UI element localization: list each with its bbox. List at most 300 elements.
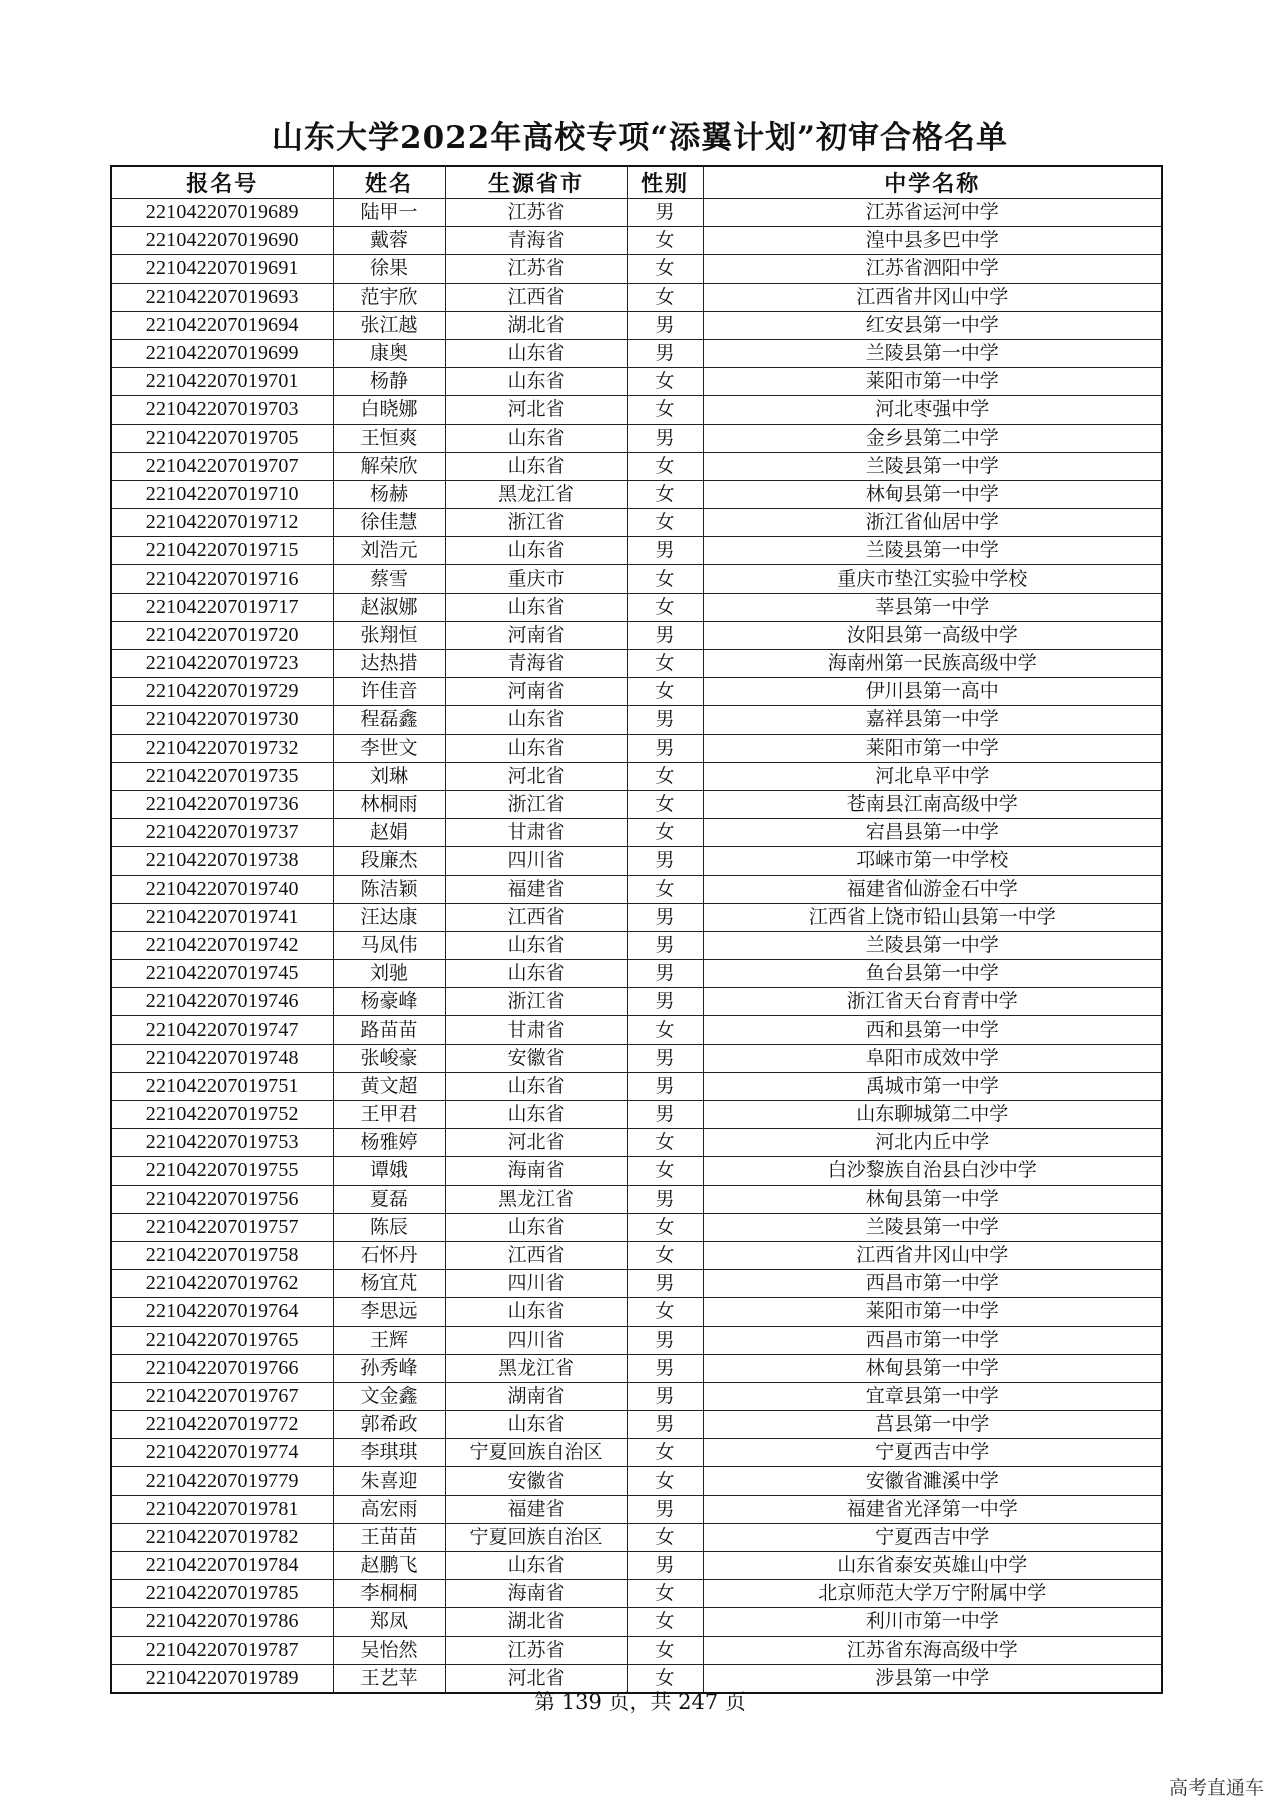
school-cell: 利川市第一中学 — [703, 1608, 1162, 1636]
name-cell: 高宏雨 — [333, 1495, 445, 1523]
gender-cell: 女 — [627, 452, 703, 480]
gender-cell: 男 — [627, 1044, 703, 1072]
table-row — [111, 847, 1162, 875]
column-header-province: 生源省市 — [445, 166, 627, 199]
gender-cell: 女 — [627, 283, 703, 311]
registration-no-cell: 221042207019699 — [111, 339, 333, 367]
registration-no-cell: 221042207019772 — [111, 1411, 333, 1439]
registration-no-cell: 221042207019732 — [111, 734, 333, 762]
school-cell: 鱼台县第一中学 — [703, 960, 1162, 988]
school-cell: 湟中县多巴中学 — [703, 227, 1162, 255]
name-cell: 林桐雨 — [333, 790, 445, 818]
school-cell: 西昌市第一中学 — [703, 1270, 1162, 1298]
registration-no-cell: 221042207019730 — [111, 706, 333, 734]
registration-no-cell: 221042207019745 — [111, 960, 333, 988]
gender-cell: 男 — [627, 847, 703, 875]
province-cell: 黑龙江省 — [445, 480, 627, 508]
table-row — [111, 621, 1162, 649]
gender-cell: 女 — [627, 1467, 703, 1495]
province-cell: 山东省 — [445, 1552, 627, 1580]
name-cell: 杨赫 — [333, 480, 445, 508]
gender-cell: 女 — [627, 1157, 703, 1185]
table-row — [111, 875, 1162, 903]
gender-cell: 男 — [627, 1552, 703, 1580]
gender-cell: 女 — [627, 790, 703, 818]
name-cell: 徐果 — [333, 255, 445, 283]
province-cell: 山东省 — [445, 931, 627, 959]
registration-no-cell: 221042207019742 — [111, 931, 333, 959]
name-cell: 张江越 — [333, 311, 445, 339]
province-cell: 山东省 — [445, 960, 627, 988]
table-row — [111, 790, 1162, 818]
gender-cell: 女 — [627, 509, 703, 537]
registration-no-cell: 221042207019758 — [111, 1241, 333, 1269]
name-cell: 程磊鑫 — [333, 706, 445, 734]
registration-no-cell: 221042207019715 — [111, 537, 333, 565]
column-header-registration-no: 报名号 — [111, 166, 333, 199]
registration-no-cell: 221042207019703 — [111, 396, 333, 424]
table-row — [111, 199, 1162, 227]
school-cell: 江苏省泗阳中学 — [703, 255, 1162, 283]
table-row — [111, 396, 1162, 424]
gender-cell: 女 — [627, 1213, 703, 1241]
name-cell: 白晓娜 — [333, 396, 445, 424]
province-cell: 福建省 — [445, 875, 627, 903]
name-cell: 石怀丹 — [333, 1241, 445, 1269]
registration-no-cell: 221042207019741 — [111, 903, 333, 931]
school-cell: 涉县第一中学 — [703, 1664, 1162, 1693]
province-cell: 山东省 — [445, 593, 627, 621]
gender-cell: 女 — [627, 255, 703, 283]
table-row — [111, 565, 1162, 593]
province-cell: 甘肃省 — [445, 819, 627, 847]
registration-no-cell: 221042207019746 — [111, 988, 333, 1016]
school-cell: 福建省光泽第一中学 — [703, 1495, 1162, 1523]
registration-no-cell: 221042207019753 — [111, 1129, 333, 1157]
province-cell: 江西省 — [445, 1241, 627, 1269]
province-cell: 四川省 — [445, 1326, 627, 1354]
province-cell: 青海省 — [445, 650, 627, 678]
name-cell: 解荣欣 — [333, 452, 445, 480]
table-row — [111, 903, 1162, 931]
province-cell: 河南省 — [445, 621, 627, 649]
school-cell: 兰陵县第一中学 — [703, 339, 1162, 367]
name-cell: 路苗苗 — [333, 1016, 445, 1044]
table-row — [111, 960, 1162, 988]
province-cell: 湖北省 — [445, 1608, 627, 1636]
school-cell: 阜阳市成效中学 — [703, 1044, 1162, 1072]
table-row — [111, 368, 1162, 396]
table-row — [111, 1608, 1162, 1636]
school-cell: 浙江省仙居中学 — [703, 509, 1162, 537]
name-cell: 许佳音 — [333, 678, 445, 706]
name-cell: 陆甲一 — [333, 199, 445, 227]
gender-cell: 男 — [627, 931, 703, 959]
province-cell: 山东省 — [445, 706, 627, 734]
province-cell: 江苏省 — [445, 1636, 627, 1664]
column-header-name: 姓名 — [333, 166, 445, 199]
name-cell: 刘琳 — [333, 762, 445, 790]
province-cell: 浙江省 — [445, 790, 627, 818]
gender-cell: 女 — [627, 565, 703, 593]
page-title: 山东大学2022年高校专项“添翼计划”初审合格名单 — [272, 120, 1008, 156]
table-row — [111, 1439, 1162, 1467]
school-cell: 江西省上饶市铅山县第一中学 — [703, 903, 1162, 931]
school-cell: 兰陵县第一中学 — [703, 452, 1162, 480]
name-cell: 刘驰 — [333, 960, 445, 988]
school-cell: 莱阳市第一中学 — [703, 1298, 1162, 1326]
table-row — [111, 593, 1162, 621]
school-cell: 林甸县第一中学 — [703, 480, 1162, 508]
school-cell: 兰陵县第一中学 — [703, 1213, 1162, 1241]
table-row — [111, 1241, 1162, 1269]
gender-cell: 男 — [627, 903, 703, 931]
table-row — [111, 311, 1162, 339]
name-cell: 吴怡然 — [333, 1636, 445, 1664]
name-cell: 王恒爽 — [333, 424, 445, 452]
gender-cell: 女 — [627, 480, 703, 508]
name-cell: 徐佳慧 — [333, 509, 445, 537]
name-cell: 朱喜迎 — [333, 1467, 445, 1495]
school-cell: 禹城市第一中学 — [703, 1072, 1162, 1100]
table-row — [111, 1354, 1162, 1382]
table-row — [111, 1213, 1162, 1241]
name-cell: 杨雅婷 — [333, 1129, 445, 1157]
table-row — [111, 1495, 1162, 1523]
watermark-text: 高考直通车 — [1168, 1777, 1264, 1799]
name-cell: 陈洁颖 — [333, 875, 445, 903]
gender-cell: 女 — [627, 819, 703, 847]
gender-cell: 女 — [627, 1523, 703, 1551]
name-cell: 蔡雪 — [333, 565, 445, 593]
province-cell: 江西省 — [445, 283, 627, 311]
school-cell: 西和县第一中学 — [703, 1016, 1162, 1044]
province-cell: 湖北省 — [445, 311, 627, 339]
province-cell: 黑龙江省 — [445, 1354, 627, 1382]
table-row — [111, 480, 1162, 508]
table-header-row — [111, 166, 1162, 199]
gender-cell: 女 — [627, 368, 703, 396]
name-cell: 王甲君 — [333, 1101, 445, 1129]
province-cell: 山东省 — [445, 339, 627, 367]
gender-cell: 女 — [627, 762, 703, 790]
province-cell: 海南省 — [445, 1157, 627, 1185]
table-row — [111, 1382, 1162, 1410]
registration-no-cell: 221042207019766 — [111, 1354, 333, 1382]
gender-cell: 男 — [627, 1382, 703, 1410]
table-row — [111, 283, 1162, 311]
table-row — [111, 1101, 1162, 1129]
name-cell: 刘浩元 — [333, 537, 445, 565]
province-cell: 四川省 — [445, 847, 627, 875]
registration-no-cell: 221042207019747 — [111, 1016, 333, 1044]
gender-cell: 男 — [627, 1072, 703, 1100]
table-row — [111, 1270, 1162, 1298]
province-cell: 四川省 — [445, 1270, 627, 1298]
gender-cell: 女 — [627, 650, 703, 678]
school-cell: 嘉祥县第一中学 — [703, 706, 1162, 734]
province-cell: 海南省 — [445, 1580, 627, 1608]
table-row — [111, 1157, 1162, 1185]
registration-no-cell: 221042207019784 — [111, 1552, 333, 1580]
school-cell: 江西省井冈山中学 — [703, 1241, 1162, 1269]
table-row — [111, 509, 1162, 537]
school-cell: 邛崃市第一中学校 — [703, 847, 1162, 875]
registration-no-cell: 221042207019735 — [111, 762, 333, 790]
name-cell: 郑凤 — [333, 1608, 445, 1636]
province-cell: 江苏省 — [445, 255, 627, 283]
registration-no-cell: 221042207019779 — [111, 1467, 333, 1495]
table-row — [111, 650, 1162, 678]
registration-no-cell: 221042207019705 — [111, 424, 333, 452]
table-body — [111, 199, 1162, 1693]
gender-cell: 男 — [627, 1354, 703, 1382]
school-cell: 海南州第一民族高级中学 — [703, 650, 1162, 678]
table-row — [111, 1636, 1162, 1664]
gender-cell: 男 — [627, 1495, 703, 1523]
registration-no-cell: 221042207019782 — [111, 1523, 333, 1551]
gender-cell: 男 — [627, 1326, 703, 1354]
province-cell: 江苏省 — [445, 199, 627, 227]
gender-cell: 女 — [627, 1241, 703, 1269]
table-row — [111, 1129, 1162, 1157]
school-cell: 兰陵县第一中学 — [703, 931, 1162, 959]
name-cell: 汪达康 — [333, 903, 445, 931]
gender-cell: 男 — [627, 1185, 703, 1213]
table-row — [111, 1185, 1162, 1213]
school-cell: 兰陵县第一中学 — [703, 537, 1162, 565]
province-cell: 重庆市 — [445, 565, 627, 593]
registration-no-cell: 221042207019767 — [111, 1382, 333, 1410]
gender-cell: 女 — [627, 1608, 703, 1636]
school-cell: 莒县第一中学 — [703, 1411, 1162, 1439]
name-cell: 王艺苹 — [333, 1664, 445, 1693]
registration-no-cell: 221042207019740 — [111, 875, 333, 903]
registration-no-cell: 221042207019786 — [111, 1608, 333, 1636]
registration-no-cell: 221042207019765 — [111, 1326, 333, 1354]
gender-cell: 女 — [627, 875, 703, 903]
province-cell: 河南省 — [445, 678, 627, 706]
province-cell: 山东省 — [445, 1072, 627, 1100]
school-cell: 林甸县第一中学 — [703, 1185, 1162, 1213]
province-cell: 安徽省 — [445, 1044, 627, 1072]
name-cell: 谭娥 — [333, 1157, 445, 1185]
registration-no-cell: 221042207019729 — [111, 678, 333, 706]
table-row — [111, 1072, 1162, 1100]
province-cell: 甘肃省 — [445, 1016, 627, 1044]
name-cell: 郭希政 — [333, 1411, 445, 1439]
name-cell: 杨宜芃 — [333, 1270, 445, 1298]
gender-cell: 男 — [627, 311, 703, 339]
school-cell: 莱阳市第一中学 — [703, 368, 1162, 396]
province-cell: 浙江省 — [445, 509, 627, 537]
school-cell: 汝阳县第一高级中学 — [703, 621, 1162, 649]
column-header-school: 中学名称 — [703, 166, 1162, 199]
name-cell: 范宇欣 — [333, 283, 445, 311]
name-cell: 孙秀峰 — [333, 1354, 445, 1382]
name-cell: 赵鹏飞 — [333, 1552, 445, 1580]
registration-no-cell: 221042207019723 — [111, 650, 333, 678]
name-cell: 杨静 — [333, 368, 445, 396]
school-cell: 莱阳市第一中学 — [703, 734, 1162, 762]
name-cell: 文金鑫 — [333, 1382, 445, 1410]
table-row — [111, 706, 1162, 734]
province-cell: 宁夏回族自治区 — [445, 1523, 627, 1551]
table-row — [111, 339, 1162, 367]
table-row — [111, 1552, 1162, 1580]
registration-no-cell: 221042207019701 — [111, 368, 333, 396]
table-row — [111, 1523, 1162, 1551]
table-row — [111, 1016, 1162, 1044]
name-cell: 王苗苗 — [333, 1523, 445, 1551]
name-cell: 王辉 — [333, 1326, 445, 1354]
province-cell: 浙江省 — [445, 988, 627, 1016]
gender-cell: 男 — [627, 960, 703, 988]
registration-no-cell: 221042207019748 — [111, 1044, 333, 1072]
table-row — [111, 931, 1162, 959]
name-cell: 黄文超 — [333, 1072, 445, 1100]
table-row — [111, 227, 1162, 255]
name-cell: 段廉杰 — [333, 847, 445, 875]
name-cell: 李桐桐 — [333, 1580, 445, 1608]
gender-cell: 男 — [627, 621, 703, 649]
registration-no-cell: 221042207019720 — [111, 621, 333, 649]
registration-no-cell: 221042207019774 — [111, 1439, 333, 1467]
registration-no-cell: 221042207019764 — [111, 1298, 333, 1326]
name-cell: 马凤伟 — [333, 931, 445, 959]
school-cell: 山东聊城第二中学 — [703, 1101, 1162, 1129]
column-header-gender: 性别 — [627, 166, 703, 199]
school-cell: 西昌市第一中学 — [703, 1326, 1162, 1354]
gender-cell: 男 — [627, 424, 703, 452]
school-cell: 白沙黎族自治县白沙中学 — [703, 1157, 1162, 1185]
province-cell: 山东省 — [445, 424, 627, 452]
gender-cell: 男 — [627, 706, 703, 734]
registration-no-cell: 221042207019707 — [111, 452, 333, 480]
gender-cell: 女 — [627, 1016, 703, 1044]
table-row — [111, 1298, 1162, 1326]
gender-cell: 女 — [627, 1636, 703, 1664]
registration-no-cell: 221042207019789 — [111, 1664, 333, 1693]
name-cell: 戴蓉 — [333, 227, 445, 255]
province-cell: 湖南省 — [445, 1382, 627, 1410]
school-cell: 江苏省东海高级中学 — [703, 1636, 1162, 1664]
gender-cell: 女 — [627, 1129, 703, 1157]
registration-no-cell: 221042207019710 — [111, 480, 333, 508]
page-number-footer: 第 139 页，共 247 页 — [534, 1690, 746, 1714]
registration-no-cell: 221042207019737 — [111, 819, 333, 847]
province-cell: 山东省 — [445, 1298, 627, 1326]
school-cell: 苍南县江南高级中学 — [703, 790, 1162, 818]
table-row — [111, 452, 1162, 480]
name-cell: 康奥 — [333, 339, 445, 367]
name-cell: 夏磊 — [333, 1185, 445, 1213]
gender-cell: 女 — [627, 227, 703, 255]
gender-cell: 女 — [627, 1664, 703, 1693]
registration-no-cell: 221042207019716 — [111, 565, 333, 593]
registration-no-cell: 221042207019781 — [111, 1495, 333, 1523]
gender-cell: 女 — [627, 678, 703, 706]
school-cell: 金乡县第二中学 — [703, 424, 1162, 452]
table-row — [111, 678, 1162, 706]
gender-cell: 女 — [627, 1439, 703, 1467]
province-cell: 山东省 — [445, 1213, 627, 1241]
registration-no-cell: 221042207019755 — [111, 1157, 333, 1185]
school-cell: 山东省泰安英雄山中学 — [703, 1552, 1162, 1580]
name-cell: 达热措 — [333, 650, 445, 678]
province-cell: 山东省 — [445, 734, 627, 762]
school-cell: 红安县第一中学 — [703, 311, 1162, 339]
gender-cell: 女 — [627, 1298, 703, 1326]
registration-no-cell: 221042207019689 — [111, 199, 333, 227]
registration-no-cell: 221042207019756 — [111, 1185, 333, 1213]
school-cell: 福建省仙游金石中学 — [703, 875, 1162, 903]
gender-cell: 男 — [627, 537, 703, 565]
province-cell: 山东省 — [445, 1101, 627, 1129]
province-cell: 河北省 — [445, 762, 627, 790]
registration-no-cell: 221042207019690 — [111, 227, 333, 255]
school-cell: 河北枣强中学 — [703, 396, 1162, 424]
registration-no-cell: 221042207019717 — [111, 593, 333, 621]
province-cell: 黑龙江省 — [445, 1185, 627, 1213]
registration-no-cell: 221042207019694 — [111, 311, 333, 339]
gender-cell: 男 — [627, 988, 703, 1016]
province-cell: 山东省 — [445, 368, 627, 396]
table-row — [111, 1044, 1162, 1072]
table-row — [111, 988, 1162, 1016]
registration-no-cell: 221042207019738 — [111, 847, 333, 875]
name-cell: 张峻豪 — [333, 1044, 445, 1072]
school-cell: 浙江省天台育青中学 — [703, 988, 1162, 1016]
admission-list-table — [110, 165, 1163, 1694]
table-row — [111, 1326, 1162, 1354]
table-row — [111, 424, 1162, 452]
registration-no-cell: 221042207019785 — [111, 1580, 333, 1608]
table-row — [111, 537, 1162, 565]
registration-no-cell: 221042207019751 — [111, 1072, 333, 1100]
registration-no-cell: 221042207019691 — [111, 255, 333, 283]
province-cell: 河北省 — [445, 1129, 627, 1157]
registration-no-cell: 221042207019762 — [111, 1270, 333, 1298]
province-cell: 宁夏回族自治区 — [445, 1439, 627, 1467]
school-cell: 河北内丘中学 — [703, 1129, 1162, 1157]
gender-cell: 男 — [627, 339, 703, 367]
school-cell: 宁夏西吉中学 — [703, 1439, 1162, 1467]
school-cell: 林甸县第一中学 — [703, 1354, 1162, 1382]
table-row — [111, 819, 1162, 847]
school-cell: 宕昌县第一中学 — [703, 819, 1162, 847]
table-row — [111, 1467, 1162, 1495]
gender-cell: 男 — [627, 734, 703, 762]
school-cell: 伊川县第一高中 — [703, 678, 1162, 706]
province-cell: 河北省 — [445, 396, 627, 424]
gender-cell: 女 — [627, 593, 703, 621]
gender-cell: 女 — [627, 1580, 703, 1608]
province-cell: 安徽省 — [445, 1467, 627, 1495]
registration-no-cell: 221042207019752 — [111, 1101, 333, 1129]
gender-cell: 男 — [627, 199, 703, 227]
name-cell: 杨豪峰 — [333, 988, 445, 1016]
school-cell: 宜章县第一中学 — [703, 1382, 1162, 1410]
name-cell: 李琪琪 — [333, 1439, 445, 1467]
name-cell: 李思远 — [333, 1298, 445, 1326]
gender-cell: 男 — [627, 1101, 703, 1129]
province-cell: 河北省 — [445, 1664, 627, 1693]
school-cell: 莘县第一中学 — [703, 593, 1162, 621]
school-cell: 河北阜平中学 — [703, 762, 1162, 790]
province-cell: 山东省 — [445, 452, 627, 480]
gender-cell: 男 — [627, 1411, 703, 1439]
